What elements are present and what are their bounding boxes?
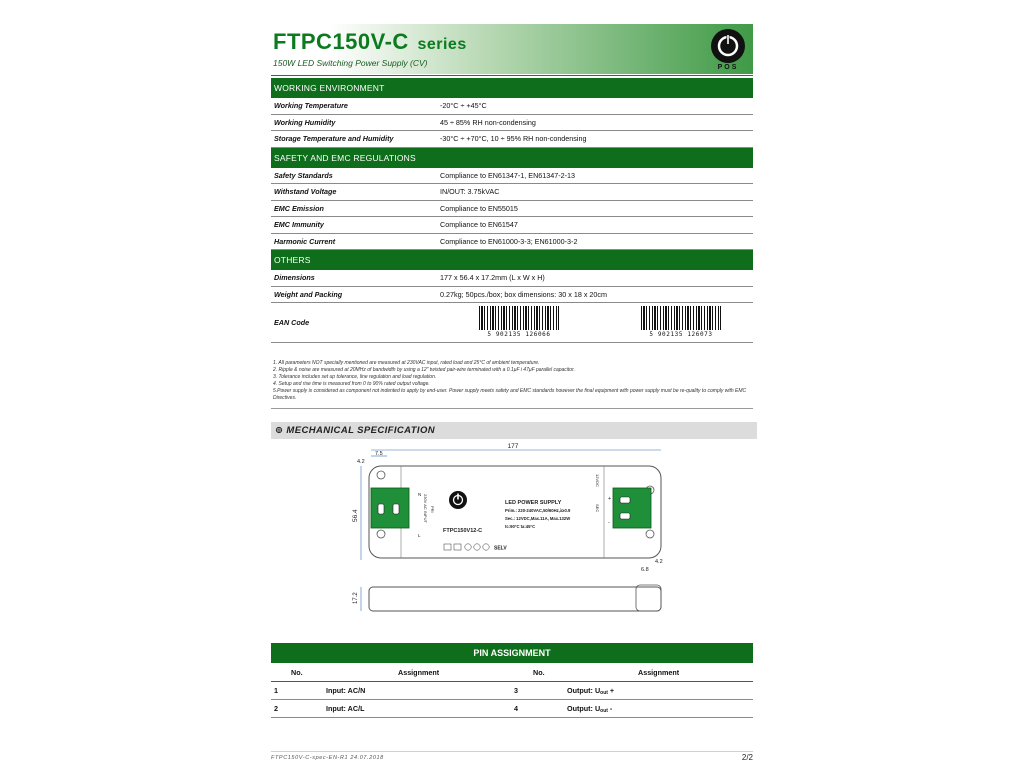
spec-label: EMC Emission	[274, 203, 324, 213]
pin-no: 3	[514, 686, 518, 695]
barcode-1	[479, 306, 559, 339]
out-minus: -	[608, 520, 610, 526]
selv-mark: SELV	[494, 545, 507, 552]
section-header-working-environment: WORKING ENVIRONMENT	[271, 78, 753, 98]
spec-row	[271, 98, 753, 115]
spec-label: Weight and Packing	[274, 289, 343, 299]
header-banner	[271, 24, 753, 74]
dim-height: 17.2	[353, 592, 359, 604]
spec-row	[271, 131, 753, 148]
product-model: FTPC150V-C	[273, 29, 409, 54]
note: 3. Tolerance includes set up tolerance, line regulation and load regulation.	[273, 374, 437, 380]
output-side-text: 12VDC	[595, 474, 600, 487]
terminal-l: L	[418, 533, 421, 538]
label-line2: Sec.: 12VDC,Max.11A, Max.132W	[505, 516, 571, 521]
input-terminal-block	[371, 488, 409, 528]
pin-table	[271, 664, 753, 718]
spec-label: Dimensions	[274, 273, 315, 282]
note: 5.Power supply is considered as component not indented to apply by end-user. Power supply meets safety and EMC standards however the final equipment with power supply must be re-quality to comply with EMC Directives.	[273, 388, 747, 401]
dim-length: 177	[507, 443, 519, 450]
label-line1: Prim.: 220-240VAC,50/60Hz,λ≥0.9	[505, 508, 571, 513]
pin-no: 2	[274, 704, 278, 713]
section-header-pin-assignment: PIN ASSIGNMENT	[271, 643, 753, 663]
section-header-mechanical	[271, 422, 757, 439]
spec-row	[271, 184, 753, 201]
spec-value: 0.27kg; 50pcs./box; box dimensions: 30 x 18 x 20cm	[440, 289, 608, 299]
spec-row	[271, 217, 753, 234]
spec-row	[271, 270, 753, 287]
section-header-others: OTHERS	[271, 250, 753, 270]
note: 4. Setup and rise time is measured from 0 to 90% rated output voltage.	[273, 381, 430, 387]
logo-text: POS	[717, 64, 739, 71]
ean-code-1: 5 902135 126066	[487, 331, 551, 338]
spec-value: -30°C ÷ +70°C, 10 ÷ 95% RH non-condensing	[440, 134, 587, 143]
note: 2. Ripple & noise are measured at 20MHz of bandwidth by using a 12" twisted pair-wire terminated with a 0.1μF i 47μF parallel capacitor.	[273, 367, 575, 373]
spec-value: Compliance to EN61547	[440, 220, 518, 229]
dim-hole-dia: 4.2	[357, 459, 365, 465]
spec-row	[271, 115, 753, 132]
header-divider	[271, 75, 753, 76]
product-series: series	[417, 36, 467, 53]
spec-label: Withstand Voltage	[274, 187, 337, 196]
pin-assignment: Input: AC/L	[326, 704, 365, 713]
footer-divider	[271, 751, 753, 752]
section-header-safety: SAFETY AND EMC REGULATIONS	[271, 148, 753, 168]
sec-text: SEC	[595, 504, 600, 513]
spec-sheet-page	[271, 24, 753, 762]
spec-row	[271, 201, 753, 218]
spec-value: Compliance to EN55015	[440, 203, 518, 213]
page-number: 2/2	[741, 753, 753, 762]
pri-text: PRI	[430, 506, 435, 513]
footnotes	[273, 360, 751, 402]
col-header-assignment-2: Assignment	[638, 668, 680, 677]
spec-table	[271, 78, 753, 343]
spec-label: Working Humidity	[274, 117, 336, 127]
ean-label: EAN Code	[274, 318, 310, 327]
spec-row	[271, 168, 753, 185]
table-row	[271, 682, 753, 700]
doc-id: FTPC150V-C-spec-EN-R1 24.07.2018	[271, 755, 384, 761]
pin-no: 1	[274, 686, 278, 695]
barcode-icon	[641, 306, 721, 330]
pos-logo-icon	[709, 27, 747, 71]
spec-value: IN/OUT: 3.75kVAC	[440, 187, 500, 196]
target-icon: ⊚	[275, 425, 284, 436]
barcode-2	[641, 306, 721, 339]
ean-code-2: 5 902135 126073	[649, 331, 713, 338]
barcode-icon	[479, 306, 559, 330]
mechanical-drawing	[351, 442, 671, 622]
ean-row	[271, 303, 753, 343]
col-header-no-2: No.	[533, 668, 545, 677]
col-header-assignment: Assignment	[398, 668, 440, 677]
dim-width: 56.4	[352, 509, 359, 522]
model-label: FTPC150V12-C	[443, 528, 483, 534]
out-plus: +	[608, 496, 612, 502]
dim-hole-offset: 7.5	[375, 451, 383, 457]
spec-row	[271, 234, 753, 251]
spec-value: 45 ÷ 85% RH non-condensing	[440, 117, 536, 127]
pin-no: 4	[514, 704, 518, 713]
product-subtitle: 150W LED Switching Power Supply (CV)	[273, 58, 428, 68]
spec-label: Storage Temperature and Humidity	[274, 134, 394, 143]
psu-side-view	[369, 587, 661, 611]
note: 1. All parameters NOT specially mentioned are measured at 230VAC input, rated load and 25°C of ambient temperature.	[273, 360, 540, 366]
spec-label: Working Temperature	[274, 101, 348, 110]
pin-assignment: Output: $U_{out}$ +	[567, 686, 615, 696]
notes-divider	[271, 408, 753, 409]
spec-value: -20°C ÷ +45°C	[440, 101, 487, 110]
label-line3: tc:90°C ta:45°C	[505, 524, 536, 529]
spec-label: Harmonic Current	[274, 236, 336, 246]
label-title: LED POWER SUPPLY	[505, 500, 562, 506]
col-header-no: No.	[291, 668, 303, 677]
input-side-text: 230V AC INPUT	[423, 494, 428, 523]
spec-value: Compliance to EN61347-1, EN61347-2-13	[440, 170, 576, 180]
output-terminal-block	[613, 488, 651, 528]
terminal-n: N	[418, 492, 422, 497]
dim-edge-right: 6.8	[641, 567, 649, 573]
pin-table-header	[271, 664, 753, 682]
mechanical-title: MECHANICAL SPECIFICATION	[286, 425, 436, 436]
dim-hole-dia-right: 4.2	[655, 559, 663, 565]
spec-row	[271, 287, 753, 304]
pin-assignment: Input: AC/N	[326, 686, 366, 695]
pin-assignment: Output: $U_{out}$ -	[567, 704, 613, 714]
spec-value: 177 x 56.4 x 17.2mm (L x W x H)	[440, 273, 545, 282]
spec-label: Safety Standards	[274, 170, 333, 180]
product-title	[273, 29, 467, 55]
spec-label: EMC Immunity	[274, 220, 324, 229]
table-row	[271, 700, 753, 718]
spec-value: Compliance to EN61000-3-3; EN61000-3-2	[440, 236, 578, 246]
